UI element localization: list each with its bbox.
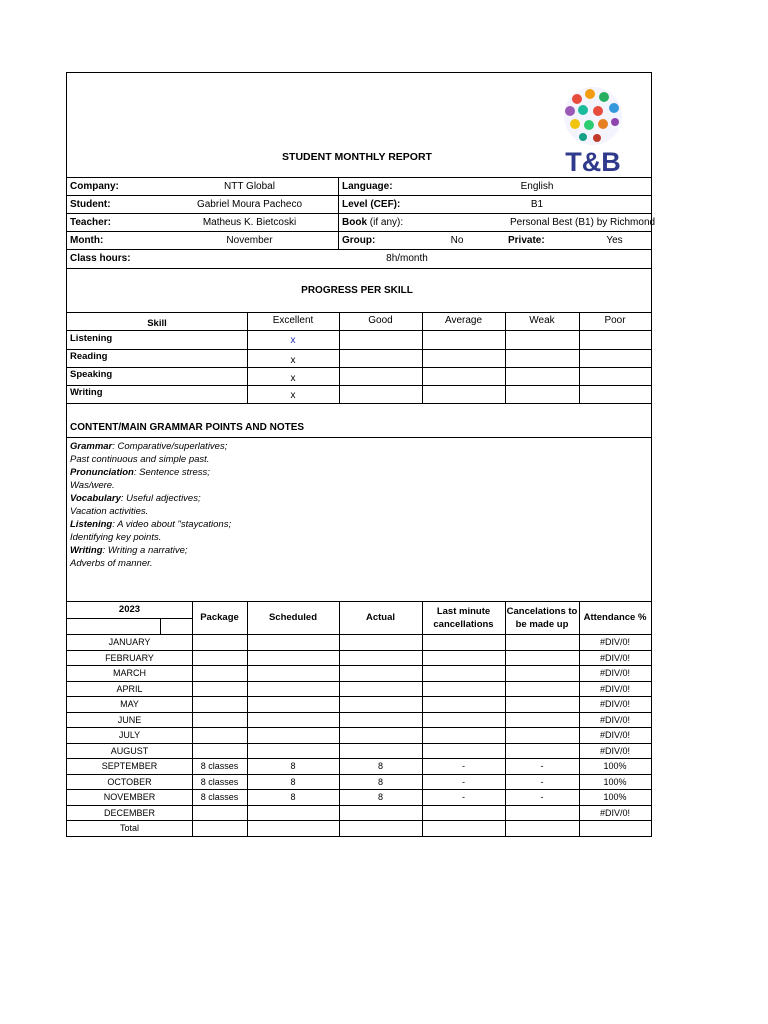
language-label: Language: bbox=[342, 181, 393, 192]
language-value: English bbox=[520, 181, 554, 192]
listening-mark: x bbox=[290, 335, 296, 346]
cell-month: OCTOBER bbox=[107, 776, 152, 787]
last-minute-header-2: cancellations bbox=[433, 619, 494, 630]
cell-attendance: 100% bbox=[603, 761, 627, 771]
attendance-header: Attendance % bbox=[583, 612, 647, 623]
skill-writing: Writing bbox=[70, 387, 103, 398]
table-row-divider bbox=[67, 727, 651, 728]
cell-month: SEPTEMBER bbox=[101, 761, 158, 771]
level-value: B1 bbox=[530, 199, 544, 210]
group-label: Group: bbox=[342, 235, 376, 246]
skill-listening: Listening bbox=[70, 333, 113, 344]
level-label: Level (CEF): bbox=[342, 199, 401, 210]
cell-month: JULY bbox=[118, 730, 141, 740]
report-title: STUDENT MONTHLY REPORT bbox=[282, 151, 432, 163]
cell-month: NOVEMBER bbox=[103, 792, 156, 802]
note-line: Grammar: Comparative/superlatives; bbox=[70, 441, 228, 452]
book-label bbox=[342, 217, 403, 229]
table-row-divider bbox=[67, 836, 651, 837]
note-line: Identifying key points. bbox=[70, 532, 162, 543]
cell-made-up: - bbox=[540, 761, 544, 771]
cell-last-minute: - bbox=[462, 792, 465, 802]
cancel-header-2: be made up bbox=[515, 619, 569, 630]
cell-month: JANUARY bbox=[108, 637, 151, 647]
writing-mark: x bbox=[290, 390, 296, 401]
class-hours-value: 8h/month bbox=[386, 253, 428, 264]
cell-package: 8 classes bbox=[200, 761, 239, 771]
reading-mark: x bbox=[290, 355, 296, 366]
cell-month: JUNE bbox=[117, 714, 142, 725]
cell-scheduled: 8 bbox=[290, 776, 296, 787]
cell-attendance: #DIV/0! bbox=[599, 668, 630, 678]
skill-header: Skill bbox=[147, 318, 167, 329]
note-line: Writing: Writing a narrative; bbox=[70, 545, 188, 556]
table-row-divider bbox=[67, 789, 651, 790]
cell-month: MARCH bbox=[113, 668, 146, 678]
table-row-divider bbox=[67, 650, 651, 651]
cell-month: DECEMBER bbox=[103, 807, 155, 818]
note-line: Was/were. bbox=[70, 480, 115, 491]
table-row-divider bbox=[67, 743, 651, 744]
content-title: CONTENT/MAIN GRAMMAR POINTS AND NOTES bbox=[70, 422, 305, 433]
cell-attendance: 100% bbox=[603, 776, 627, 787]
cell-package: 8 classes bbox=[200, 792, 239, 802]
skill-speaking: Speaking bbox=[70, 369, 113, 380]
note-line: Vacation activities. bbox=[70, 506, 149, 517]
cell-actual: 8 bbox=[377, 761, 383, 771]
note-line: Vocabulary: Useful adjectives; bbox=[70, 493, 201, 504]
cell-month: AUGUST bbox=[110, 745, 149, 756]
cell-month: Total bbox=[119, 823, 139, 833]
column-excellent: Excellent bbox=[272, 315, 314, 326]
cell-attendance: #DIV/0! bbox=[599, 683, 630, 694]
table-row-divider bbox=[67, 820, 651, 821]
progress-title: PROGRESS PER SKILL bbox=[301, 285, 413, 296]
cell-attendance: #DIV/0! bbox=[599, 699, 630, 709]
table-row-divider bbox=[67, 696, 651, 697]
cell-month: MAY bbox=[120, 699, 139, 709]
teacher-value: Matheus K. Bietcoski bbox=[202, 217, 297, 228]
speaking-mark: x bbox=[290, 373, 296, 384]
cell-made-up: - bbox=[540, 792, 544, 802]
column-good: Good bbox=[368, 315, 393, 326]
month-value: November bbox=[226, 235, 273, 246]
last-minute-header-1: Last minute bbox=[436, 606, 491, 617]
skill-reading: Reading bbox=[70, 351, 108, 362]
column-weak: Weak bbox=[529, 315, 555, 326]
note-line: Past continuous and simple past. bbox=[70, 454, 210, 465]
logo-icon bbox=[553, 83, 633, 175]
cell-made-up: - bbox=[540, 776, 544, 787]
cell-attendance: 100% bbox=[603, 792, 627, 802]
year-header: 2023 bbox=[118, 604, 141, 615]
book-label-strong: Book bbox=[342, 217, 367, 228]
notes-block bbox=[70, 440, 231, 570]
logo-text: T&B bbox=[565, 147, 621, 175]
table-row-divider bbox=[67, 805, 651, 806]
private-label: Private: bbox=[508, 235, 545, 246]
cancel-header-1: Cancelations to bbox=[506, 606, 578, 617]
student-value: Gabriel Moura Pacheco bbox=[196, 199, 303, 210]
cell-scheduled: 8 bbox=[290, 792, 296, 802]
company-value: NTT Global bbox=[224, 181, 275, 192]
cell-month: FEBRUARY bbox=[105, 652, 154, 663]
column-average: Average bbox=[444, 315, 483, 326]
table-row-divider bbox=[67, 774, 651, 775]
note-line: Adverbs of manner. bbox=[70, 558, 153, 569]
table-row-divider bbox=[67, 712, 651, 713]
table-row-divider bbox=[67, 758, 651, 759]
cell-attendance: #DIV/0! bbox=[599, 637, 630, 647]
cell-attendance: #DIV/0! bbox=[599, 730, 630, 740]
table-row-divider bbox=[67, 665, 651, 666]
tb-logo bbox=[553, 83, 633, 175]
monthly-report-sheet bbox=[66, 72, 656, 837]
book-value: Personal Best (B1) by Richmond bbox=[510, 217, 656, 228]
company-label: Company: bbox=[70, 181, 119, 192]
teacher-label: Teacher: bbox=[70, 217, 111, 228]
package-header: Package bbox=[200, 612, 239, 623]
student-label: Student: bbox=[70, 199, 111, 210]
cell-attendance: #DIV/0! bbox=[599, 652, 630, 663]
group-value: No bbox=[450, 235, 464, 246]
cell-attendance: #DIV/0! bbox=[599, 745, 630, 756]
book-label-suffix: (if any): bbox=[367, 217, 404, 228]
column-poor: Poor bbox=[604, 315, 626, 326]
class-hours-label: Class hours: bbox=[70, 253, 131, 264]
cell-scheduled: 8 bbox=[290, 761, 296, 771]
cell-last-minute: - bbox=[462, 761, 465, 771]
cell-actual: 8 bbox=[377, 776, 383, 787]
scheduled-header: Scheduled bbox=[268, 612, 318, 623]
cell-package: 8 classes bbox=[200, 776, 239, 787]
note-line: Pronunciation: Sentence stress; bbox=[70, 467, 210, 478]
cell-last-minute: - bbox=[462, 776, 465, 787]
actual-header: Actual bbox=[365, 612, 396, 623]
cell-attendance: #DIV/0! bbox=[599, 807, 630, 818]
cell-actual: 8 bbox=[377, 792, 383, 802]
note-line: Listening: A video about "staycations; bbox=[70, 519, 232, 530]
private-value: Yes bbox=[606, 235, 623, 246]
cell-attendance: #DIV/0! bbox=[599, 714, 630, 725]
month-label: Month: bbox=[70, 235, 104, 246]
cell-month: APRIL bbox=[116, 683, 143, 694]
table-row-divider bbox=[67, 681, 651, 682]
